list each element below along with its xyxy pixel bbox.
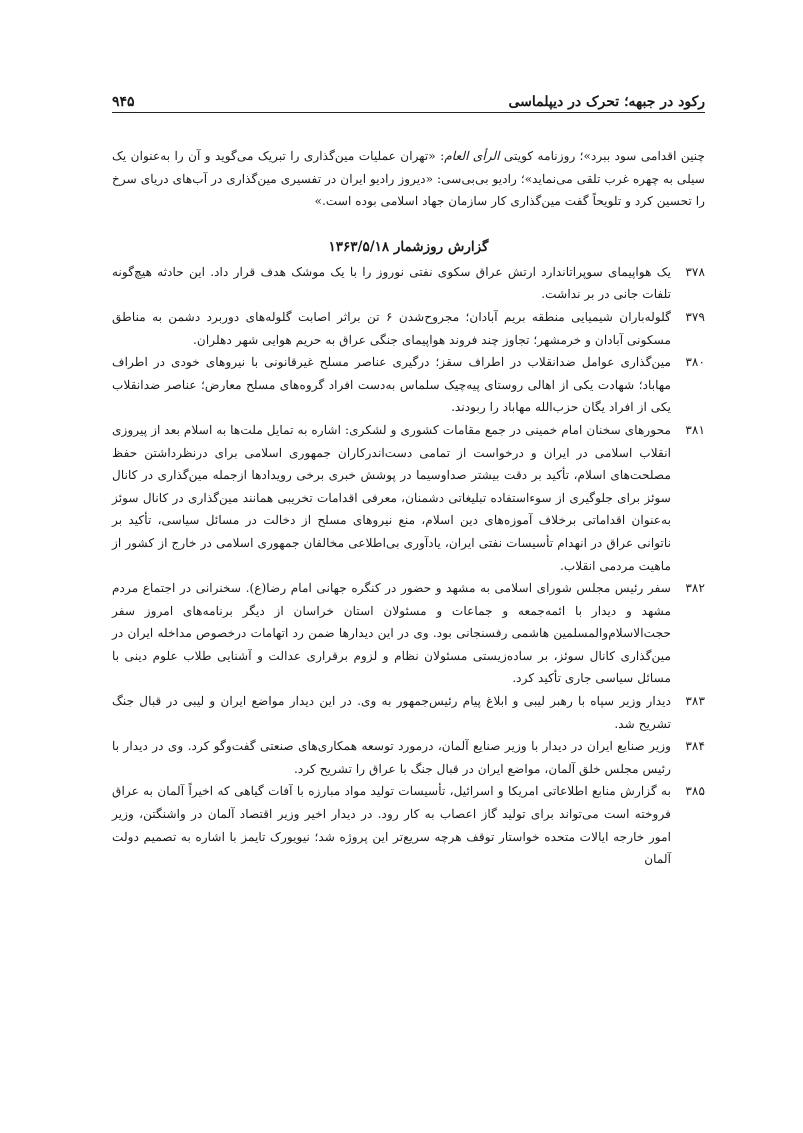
entry-382 [112, 577, 705, 690]
intro-paragraph [112, 145, 705, 213]
entry-text: محورهای سخنان امام خمینی در جمع مقامات کشوری و لشکری: اشاره به تمایل ملت‌ها به اسلام بعد از پیروزی انقلاب اسلامی در ایران و درخواست از تمامی دست‌اندرکاران جمهوری اسلامی برای درنظرداشتن حفظ مصلحت‌های اسلام، تأکید بر دقت بیشتر صداوسیما در پوشش خبری برخی رویدادها ازجمله مین‌گذاری در کانال سوئز برای جلوگیری از سوءاستفاده تبلیغاتی دشمنان، معرفی اقدامات تخریبی همانند مین‌گذاری در کانال سوئز به‌عنوان اقداماتی برخلاف آموزه‌های دین اسلام، منع نیروهای مسلح از دخالت در مسائل سیاسی، تأکید بر ناتوانی عراق در انهدام تأسیسات نفتی ایران، یادآوری بی‌اطلاعی مخالفان جمهوری اسلامی در خارج از کشور از ماهیت مردمی انقلاب. [112, 422, 671, 573]
newspaper-name: الرأی العام [444, 149, 500, 163]
entry-text: وزیر صنایع ایران در دیدار با وزیر صنایع آلمان، درمورد توسعه همکاری‌های صنعتی گفت‌وگو کرد. وی در دیدار با رئیس مجلس خلق آلمان، مواضع ایران در قبال جنگ با عراق را تشریح کرد. [112, 739, 671, 776]
intro-text-start: چنین اقدامی سود ببرد»؛ روزنامه کویتی [499, 149, 706, 163]
entry-385 [112, 780, 705, 870]
entry-number: ۳۸۴ [685, 739, 705, 754]
running-header [112, 86, 705, 113]
entry-text: به گزارش منابع اطلاعاتی امریکا و اسرائیل، تأسیسات تولید مواد مبارزه با آفات گیاهی که اخیراً آلمان به عراق فروخته است می‌تواند برای تولید گاز اعصاب به کار رود. در دیدار اخیر وزیر اقتصاد آلمان در واشنگتن، وزیر امور خارجه ایالات متحده خواستار توقف هرچه سریع‌تر این پروژه شد؛ نیویورک تایمز با اشاره به تصمیم دولت آلمان [112, 784, 671, 867]
entry-number: ۳۸۰ [685, 355, 705, 370]
entry-text: سفر رئیس مجلس شورای اسلامی به مشهد و حضور در کنگره جهانی امام رضا(ع). سخنرانی در اجتماع مردم مشهد و دیدار با ائمه‌جمعه و جماعات و مسئولان استان خراسان از دیگر برنامه‌های امروز سفر حجت‌الاسلام‌والمسلمین هاشمی رفسنجانی بود. وی در این دیدارها ضمن رد اتهامات درخصوص مداخله ایران در مین‌گذاری کانال سوئز، بر ساده‌زیستی مسئولان نظام و لزوم برقراری عدالت و آشنایی طلاب علوم دینی با مسائل سیاسی جاری تأکید کرد. [112, 581, 671, 686]
entry-384 [112, 735, 705, 780]
book-title: رکود در جبهه؛ تحرک در دیپلماسی [508, 94, 705, 110]
report-title: گزارش روزشمار ۱۳۶۳/۵/۱۸ [328, 238, 489, 255]
report-entries [112, 261, 705, 871]
entry-number: ۳۸۱ [685, 422, 705, 437]
entry-379 [112, 306, 705, 351]
entry-number: ۳۷۹ [685, 309, 705, 324]
entry-number: ۳۸۵ [685, 784, 705, 799]
entry-text: مین‌گذاری عوامل ضدانقلاب در اطراف سقز؛ درگیری عناصر مسلح غیرقانونی با نیروهای خودی در اطراف مهاباد؛ شهادت یکی از اهالی روستای پیه‌چیک سلماس به‌دست افراد گروه‌های مسلح معارض؛ عناصر ضدانقلاب یکی از افراد یگان حزب‌الله مهاباد را ربودند. [112, 355, 671, 415]
entry-text: گلوله‌باران شیمیایی منطقه بریم آبادان؛ مجروح‌شدن ۶ تن براثر اصابت گلوله‌های دوربرد دشمن به مناطق مسکونی آبادان و خرمشهر؛ تجاوز چند فروند هواپیمای جنگی عراق به حریم هوایی شهر دهلران. [112, 309, 671, 347]
page-number: ۹۴۵ [112, 94, 135, 110]
entry-380 [112, 351, 705, 419]
entry-383 [112, 690, 705, 735]
entry-text: یک هواپیمای سوپراتاندارد ارتش عراق سکوی نفتی نوروز را با یک موشک هدف قرار داد. این حادثه هیچ‌گونه تلفات جانی در بر نداشت. [112, 264, 671, 302]
intro-text-rest: : «تهران عملیات مین‌گذاری را تبریک می‌گوید و آن را به‌عنوان یک سیلی به چهره غرب تلقی می‌نماید»؛ رادیو بی‌بی‌سی: «دیروز رادیو ایران در تفسیری مین‌گذاری در آب‌های دریای سرخ را تحسین کرد و تلویحاً گفت مین‌گذاری کار سازمان جهاد اسلامی بوده است.» [112, 149, 705, 209]
entry-text: دیدار وزیر سپاه با رهبر لیبی و ابلاغ پیام رئیس‌جمهور به وی. در این دیدار مواضع ایران و لیبی در قبال جنگ تشریح شد. [112, 694, 671, 731]
entry-381 [112, 419, 705, 577]
entry-378 [112, 261, 705, 306]
entry-number: ۳۸۳ [685, 694, 705, 709]
entry-number: ۳۷۸ [685, 264, 705, 279]
entry-number: ۳۸۲ [685, 581, 705, 596]
document-page [112, 86, 705, 871]
